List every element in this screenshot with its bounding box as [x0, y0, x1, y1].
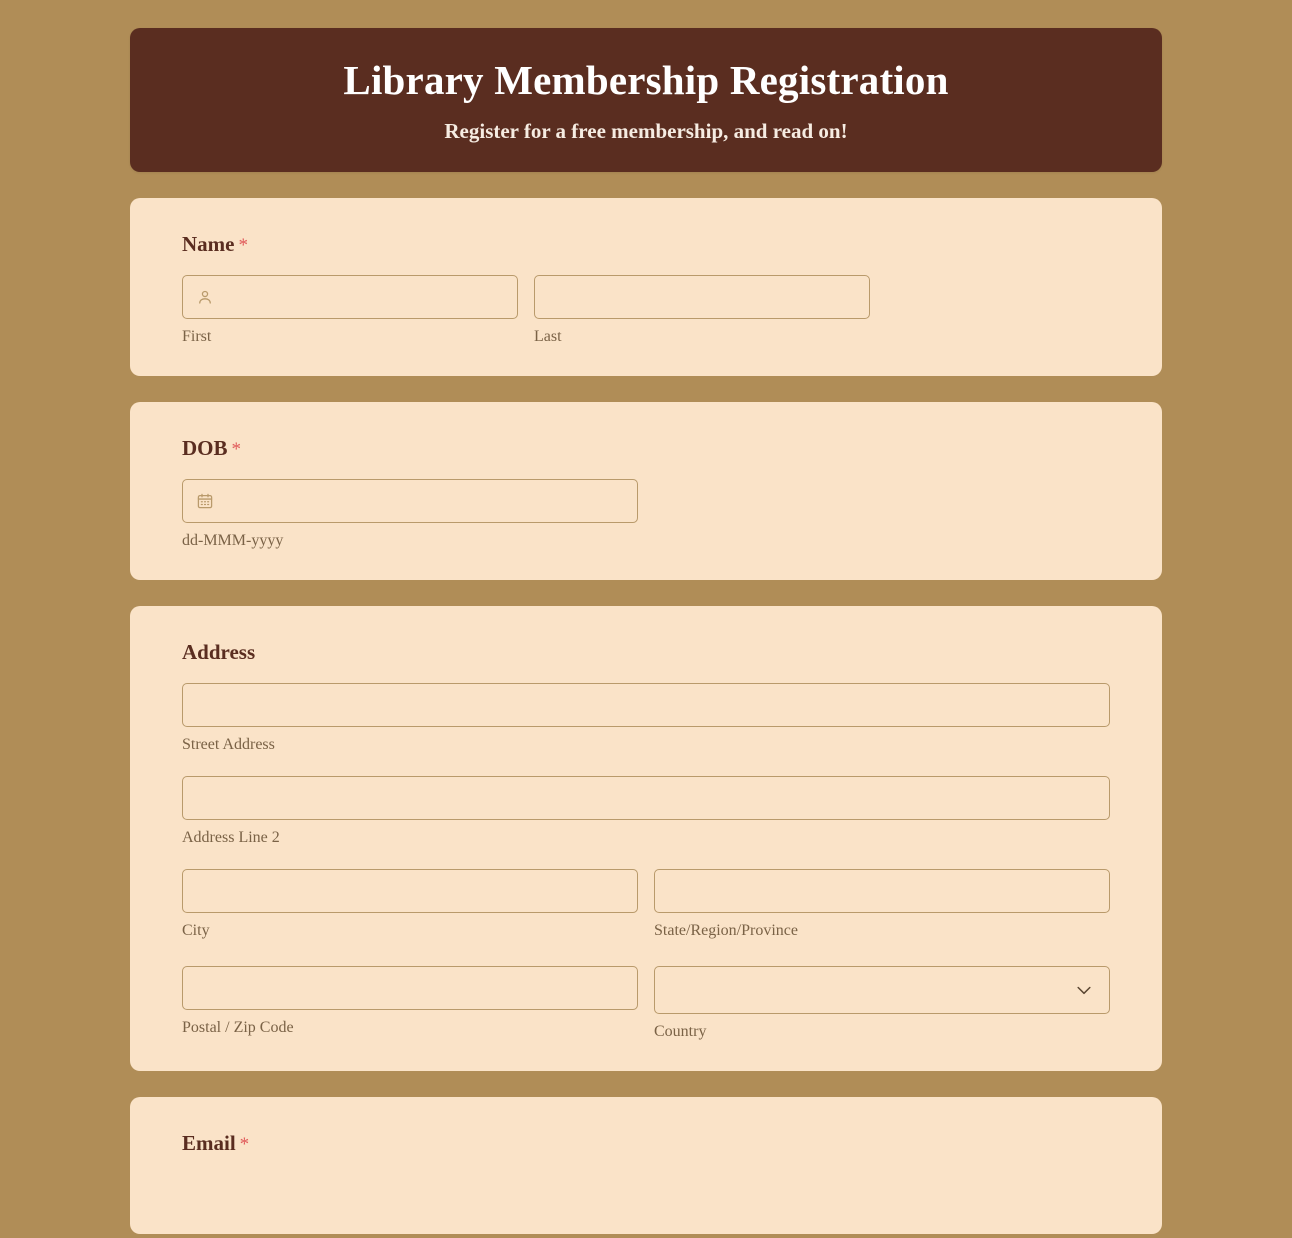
address-line2-sub-label: Address Line 2: [182, 829, 280, 847]
first-name-input[interactable]: [182, 275, 518, 319]
name-label-text: Name: [182, 232, 235, 257]
last-name-input[interactable]: [534, 275, 870, 319]
postal-sub-label: Postal / Zip Code: [182, 1019, 294, 1037]
state-sub-label: State/Region/Province: [654, 922, 798, 940]
dob-group: [182, 479, 638, 550]
form-header: [130, 28, 1162, 172]
city-state-row: [182, 869, 1110, 940]
country-select[interactable]: [654, 966, 1110, 1014]
postal-code-input[interactable]: [182, 966, 638, 1010]
address-line2-group: [182, 776, 1110, 847]
dob-label: [182, 436, 1110, 461]
street-address-sub-label: Street Address: [182, 736, 275, 754]
city-wrap: [182, 869, 638, 913]
postal-group: [182, 966, 638, 1041]
email-label-text: Email: [182, 1131, 236, 1156]
city-input[interactable]: [182, 869, 638, 913]
last-name-wrap: [534, 275, 870, 319]
country-group: [654, 966, 1110, 1041]
email-label: [182, 1131, 1110, 1156]
email-required-marker: *: [239, 1134, 250, 1156]
page-subtitle: Register for a free membership, and read on!: [444, 119, 848, 144]
city-group: [182, 869, 638, 940]
postal-wrap: [182, 966, 638, 1010]
name-required-marker: *: [238, 235, 248, 257]
dob-card: [130, 402, 1162, 580]
email-card: [130, 1097, 1162, 1234]
address-line2-input[interactable]: [182, 776, 1110, 820]
address-card: [130, 606, 1162, 1071]
street-address-wrap: [182, 683, 1110, 727]
state-group: [654, 869, 1110, 940]
last-name-group: [534, 275, 870, 346]
address-label: [182, 640, 1110, 665]
country-wrap[interactable]: [654, 966, 1110, 1014]
dob-input[interactable]: [182, 479, 638, 523]
name-label: [182, 232, 1110, 257]
country-sub-label: Country: [654, 1023, 707, 1041]
city-sub-label: City: [182, 922, 210, 940]
dob-format-hint: dd-MMM-yyyy: [182, 532, 284, 550]
address-label-text: Address: [182, 640, 256, 665]
first-name-group: [182, 275, 518, 346]
last-name-sub-label: Last: [534, 328, 562, 346]
postal-country-row: [182, 966, 1110, 1041]
first-name-wrap: [182, 275, 518, 319]
dob-input-wrap: [182, 479, 638, 523]
state-input[interactable]: [654, 869, 1110, 913]
street-address-input[interactable]: [182, 683, 1110, 727]
address-line2-wrap: [182, 776, 1110, 820]
state-wrap: [654, 869, 1110, 913]
name-card: [130, 198, 1162, 376]
page-title: Library Membership Registration: [343, 57, 949, 103]
name-row: [182, 275, 1110, 346]
first-name-sub-label: First: [182, 328, 212, 346]
dob-required-marker: *: [231, 439, 242, 461]
dob-label-text: DOB: [182, 436, 228, 461]
street-address-group: [182, 683, 1110, 754]
